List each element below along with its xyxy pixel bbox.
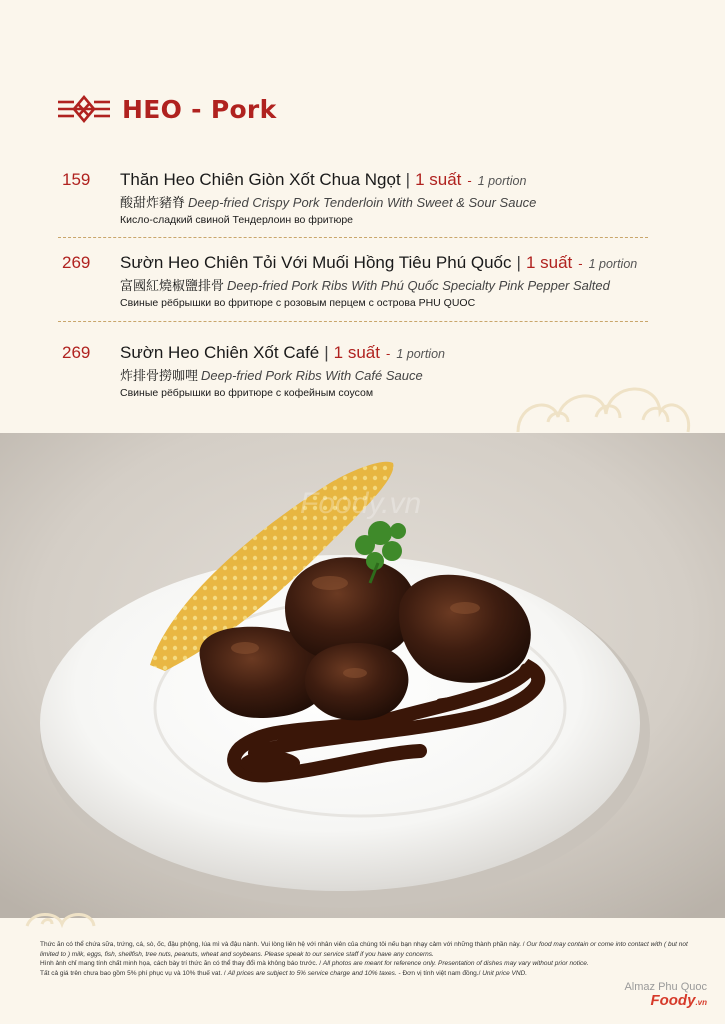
photo-watermark: Foody.vn [300, 487, 422, 520]
item-name-cn: 酸甜炸豬脊 [120, 195, 186, 210]
cloud-pattern-icon [22, 906, 142, 934]
item-portion-vn: 1 suất [415, 170, 462, 189]
section-title: HEO - Pork [122, 94, 277, 124]
item-name-en: Deep-fried Crispy Pork Tenderloin With Sweet & Sour Sauce [188, 195, 537, 210]
divider [58, 237, 648, 238]
item-portion-vn: 1 suất [333, 343, 380, 362]
footer-photo-note: Hình ảnh chỉ mang tính chất minh họa, cách bày trí thức ăn có thể thay đổi mà không báo trước. / All photos are meant for reference only. Presentation of dishes may vary without prior notice. [40, 960, 589, 967]
footer-allergen-note: Thức ăn có thể chứa sữa, trứng, cá, sò, ốc, đậu phộng, lúa mì và đậu nành. Vui lòng liên hệ với nhân viên của chúng tôi nếu bạn nhạy cảm với những thành phần này. / Our food may contain or come into contact with ( but not limited to ) milk, eggs, fish, shellfish, tree nuts, peanuts, wheat and soybeans. Please speak to our service staff if you have any concerns. [40, 941, 688, 958]
item-name-vn: Sườn Heo Chiên Tỏi Với Muối Hồng Tiêu Phú Quốc [120, 253, 512, 272]
section-header [58, 92, 277, 126]
item-name-vn: Thăn Heo Chiên Giòn Xốt Chua Ngọt [120, 170, 401, 189]
footer-notes [40, 940, 690, 978]
divider [58, 321, 648, 322]
item-portion-en: 1 portion [588, 257, 638, 271]
item-name-cn: 炸排骨撈咖哩 [120, 368, 199, 383]
item-portion-en: 1 portion [396, 347, 445, 361]
item-price: 269 [62, 253, 91, 272]
cloud-pattern-icon [508, 372, 698, 434]
footer-price-note: Tất cả giá trên chưa bao gồm 5% phí phục vụ và 10% thuế vat. / All prices are subject to 5% service charge and 10% taxes. - Đơn vị tính việt nam đồng./ Unit price VND. [40, 969, 528, 977]
item-name-ru: Свиные рёбрышки во фритюре с кофейным соусом [120, 387, 374, 399]
item-name-ru: Свиные рёбрышки во фритюре с розовым перцем с острова PHU QUOC [120, 297, 476, 309]
item-portion-vn: 1 suất [525, 253, 573, 272]
item-name-cn: 富國紅燒椒鹽排骨 [120, 278, 225, 293]
dish-image [0, 433, 725, 918]
item-portion-en: 1 portion [477, 174, 527, 188]
item-price: 159 [62, 170, 91, 189]
item-name-en: Deep-fried Pork Ribs With Café Sauce [201, 368, 423, 383]
item-name-en: Deep-fried Pork Ribs With Phú Quốc Specialty Pink Pepper Salted [227, 278, 610, 293]
foody-watermark [624, 980, 707, 1010]
foody-logo: Foody.vn [650, 992, 707, 1009]
menu-page: HEO - Pork 159 Thăn Heo Chiên Giòn Xốt Chua Ngọt | 1 suất - 1 portion 酸甜炸豬脊 Deep-fried Crispy Pork Tenderloin With Sweet & Sour Sauce Кисло-сладкий свиной Тендерлоин во фритюре 269 Sườn Heo Chiên Tỏi Với Muối Hồng Tiêu Phú Quốc | 1 suất - 1 portion 富國紅燒椒鹽排骨 Deep-fried Pork Ribs With Phú Quốc Specialty Pink Pepper Salted Свиные рёбрышки во фритюре с розовым перцем с острова PHU QUOC 269 Sườn Heo Chiên Xốt Café | 1 suất - 1 portion 炸排骨撈咖哩 Deep-fried Pork Ribs With Café Sauce Свиные рёбрышки во фритюре с кофейным соусом Foody.vn Thức ăn có thể chứa sữa, trứng, cá, sò, ốc, đậu phộng, lúa mì và đậu nành. Vui lòng liên hệ với nhân viên của chúng tôi nếu bạn nhạy cảm với những thành phần này. / Our food may contain or come into contact with ( but not limited to ) milk, eggs, fish, shellfish, tree nuts, peanuts, wheat and soybeans. Please speak to our service staff if you have any concerns. Hình ảnh chỉ mang tính chất minh họa, cách bày trí thức ăn có thể thay đổi mà không báo trước. / All photos are meant for reference only. Presentation of dishes may vary without prior notice. Tất cả giá trên chưa bao gồm 5% phí phục vụ và 10% thuế vat. / All prices are subject to 5% service charge and 10% taxes. - Đơn vị tính việt nam đồng./ Unit price VND. Almaz Phu Quoc Foody.vn [0, 0, 725, 1024]
item-price: 269 [62, 343, 91, 362]
item-name-vn: Sườn Heo Chiên Xốt Café [120, 343, 320, 362]
chinese-knot-icon [58, 92, 110, 126]
item-name-ru: Кисло-сладкий свиной Тендерлоин во фритюре [120, 214, 354, 226]
watermark-place: Almaz Phu Quoc [624, 981, 707, 993]
dish-photo [0, 433, 725, 918]
